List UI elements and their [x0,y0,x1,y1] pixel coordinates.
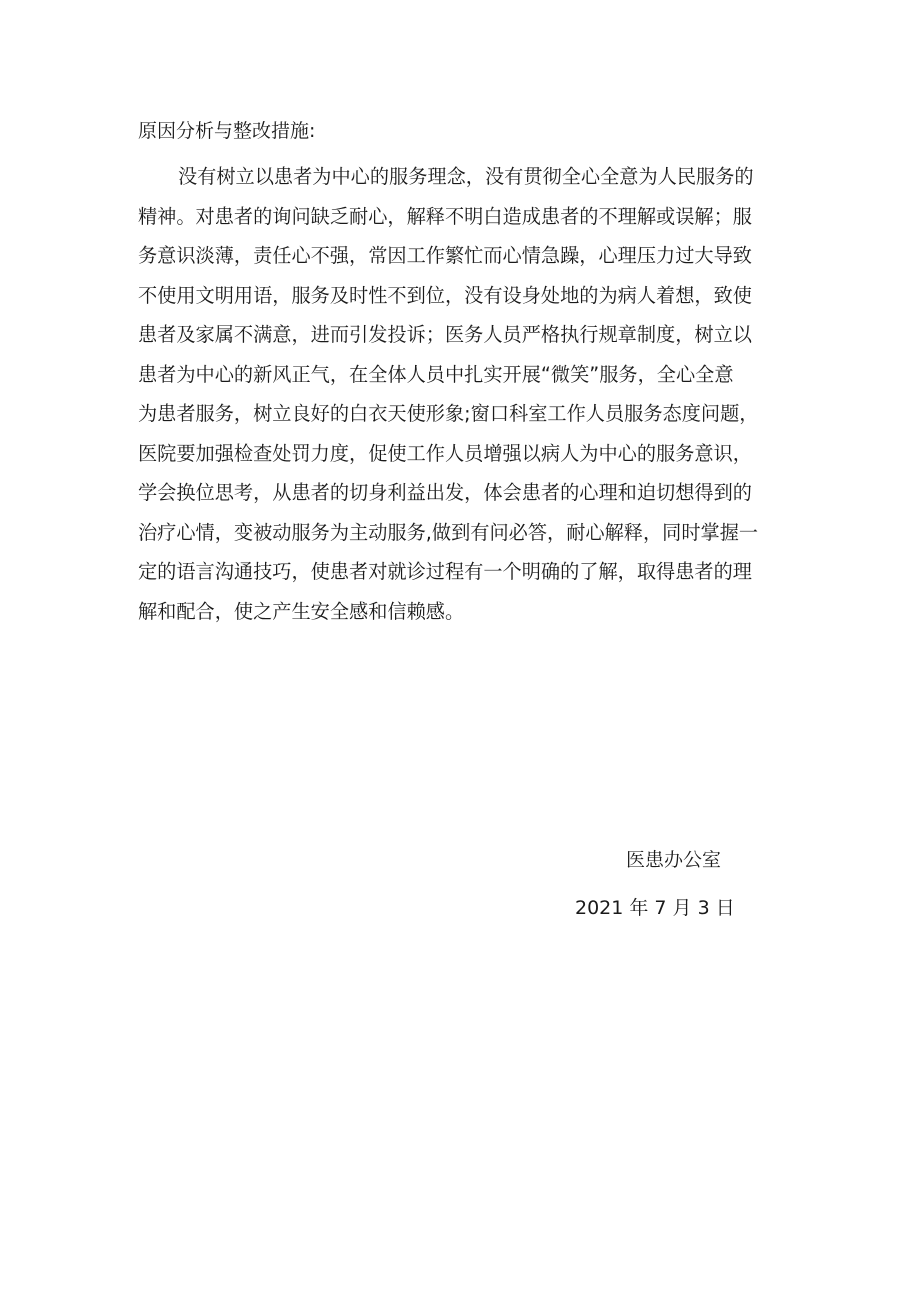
signature-office: 医患办公室 [626,849,722,871]
paragraph-line: 患者及家属不满意，进而引发投诉；医务人员严格执行规章制度，树立以 [138,323,752,346]
paragraph-line: 治疗心情，变被动服务为主动服务,做到有问必答，耐心解释，同时掌握一 [138,520,759,544]
section-heading: 原因分析与整改措施: [138,120,316,142]
paragraph-line: 定的语言沟通技巧，使患者对就诊过程有一个明确的了解，取得患者的理 [138,560,752,583]
signature-date: 2021 年 7 月 3 日 [575,897,735,919]
paragraph-line: 务意识淡薄，责任心不强，常因工作繁忙而心情急躁，心理压力过大导致 [138,244,752,267]
paragraph-line: 解和配合，使之产生安全感和信赖感。 [138,599,465,623]
paragraph-line: 为患者服务，树立良好的白衣天使形象;窗口科室工作人员服务态度问题， [138,402,759,425]
paragraph-line: 不使用文明用语，服务及时性不到位，没有设身处地的为病人着想，致使 [138,283,752,307]
paragraph-line: 精神。对患者的询问缺乏耐心，解释不明白造成患者的不理解或误解；服 [138,204,752,228]
paragraph-line: 没有树立以患者为中心的服务理念，没有贯彻全心全意为人民服务的 [178,165,754,188]
paragraph-line: 学会换位思考，从患者的切身利益出发，体会患者的心理和迫切想得到的 [138,481,752,504]
body-paragraph [138,159,798,633]
paragraph-line: 医院要加强检查处罚力度，促使工作人员增强以病人为中心的服务意识， [138,441,752,465]
paragraph-line: 患者为中心的新风正气，在全体人员中扎实开展“微笑”服务，全心全意 [138,362,734,386]
